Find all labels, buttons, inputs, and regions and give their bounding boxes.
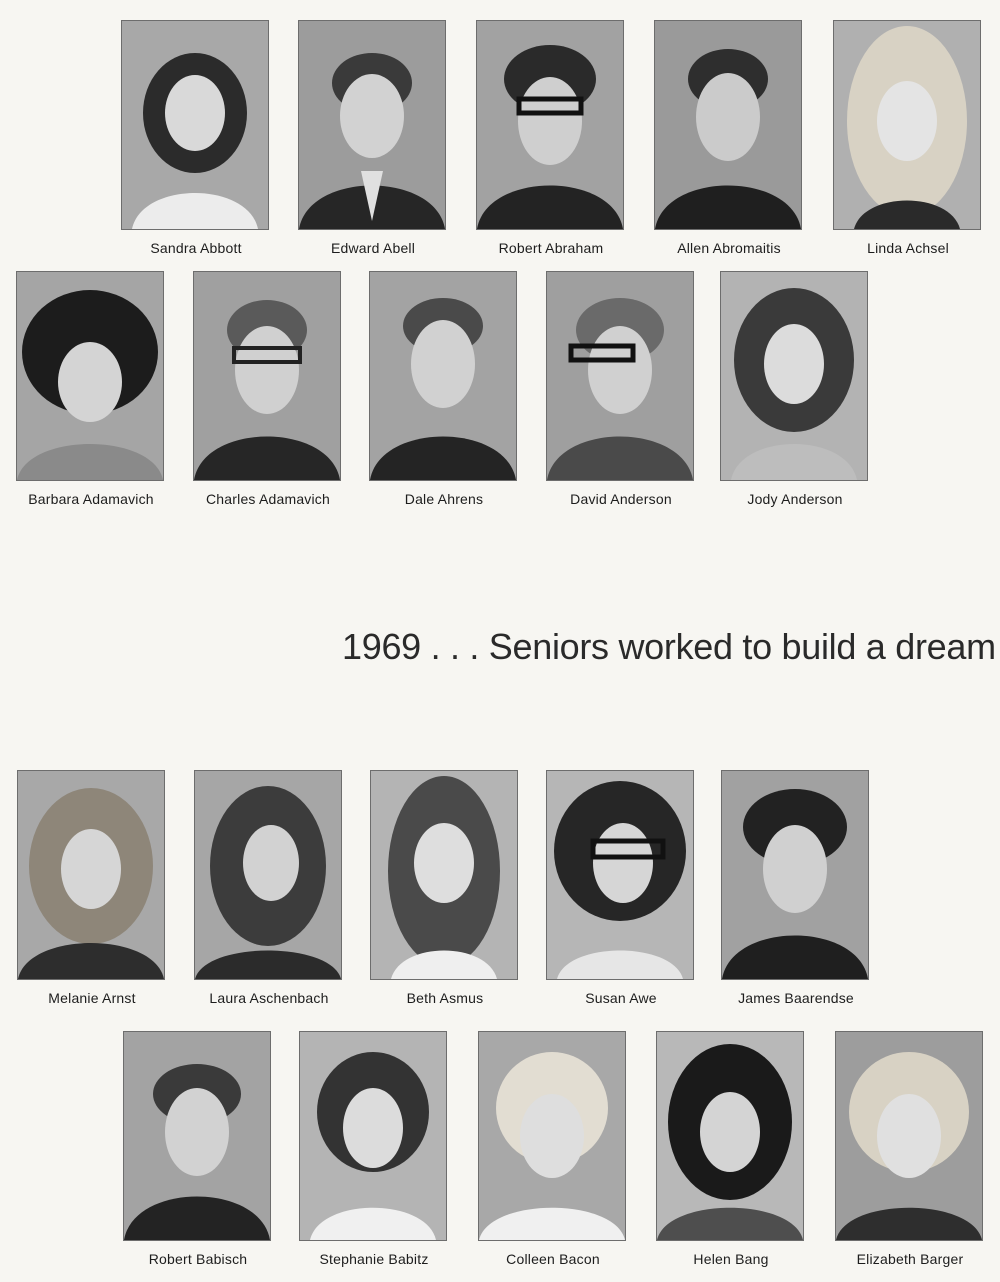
portrait-photo	[720, 271, 868, 481]
student-name: Linda Achsel	[867, 240, 949, 256]
portrait-photo	[299, 1031, 447, 1241]
portrait-photo	[476, 20, 624, 230]
portrait-photo	[369, 271, 517, 481]
student-name: James Baarendse	[738, 990, 854, 1006]
student-name: Melanie Arnst	[48, 990, 136, 1006]
student-name: Barbara Adamavich	[28, 491, 154, 507]
student-name: Beth Asmus	[406, 990, 484, 1006]
student-name: Robert Abraham	[498, 240, 604, 256]
student-name: Jody Anderson	[747, 491, 843, 507]
student-name: Charles Adamavich	[205, 491, 330, 507]
portrait-photo	[298, 20, 446, 230]
student-name: Colleen Bacon	[506, 1251, 600, 1267]
student-name: Laura Aschenbach	[209, 990, 329, 1006]
portrait-photo	[546, 770, 694, 980]
student-name: Allen Abromaitis	[677, 240, 781, 256]
portrait-photo	[478, 1031, 626, 1241]
portrait-photo	[656, 1031, 804, 1241]
portrait-photo	[16, 271, 164, 481]
portrait-photo	[370, 770, 518, 980]
student-name: Edward Abell	[330, 240, 416, 256]
student-name: David Anderson	[570, 491, 672, 507]
portrait-photo	[654, 20, 802, 230]
portrait-photo	[121, 20, 269, 230]
student-name: Robert Babisch	[148, 1251, 248, 1267]
student-name: Sandra Abbott	[150, 240, 242, 256]
portrait-photo	[17, 770, 165, 980]
student-name: Elizabeth Barger	[856, 1251, 964, 1267]
portrait-photo	[833, 20, 981, 230]
portrait-photo	[123, 1031, 271, 1241]
student-name: Stephanie Babitz	[319, 1251, 429, 1267]
portrait-photo	[546, 271, 694, 481]
portrait-photo	[721, 770, 869, 980]
portrait-photo	[194, 770, 342, 980]
student-name: Dale Ahrens	[404, 491, 484, 507]
portrait-photo	[193, 271, 341, 481]
student-name: Susan Awe	[585, 990, 657, 1006]
page-headline: 1969 . . . Seniors worked to build a dream	[342, 626, 996, 667]
student-name: Helen Bang	[693, 1251, 769, 1267]
portrait-photo	[835, 1031, 983, 1241]
